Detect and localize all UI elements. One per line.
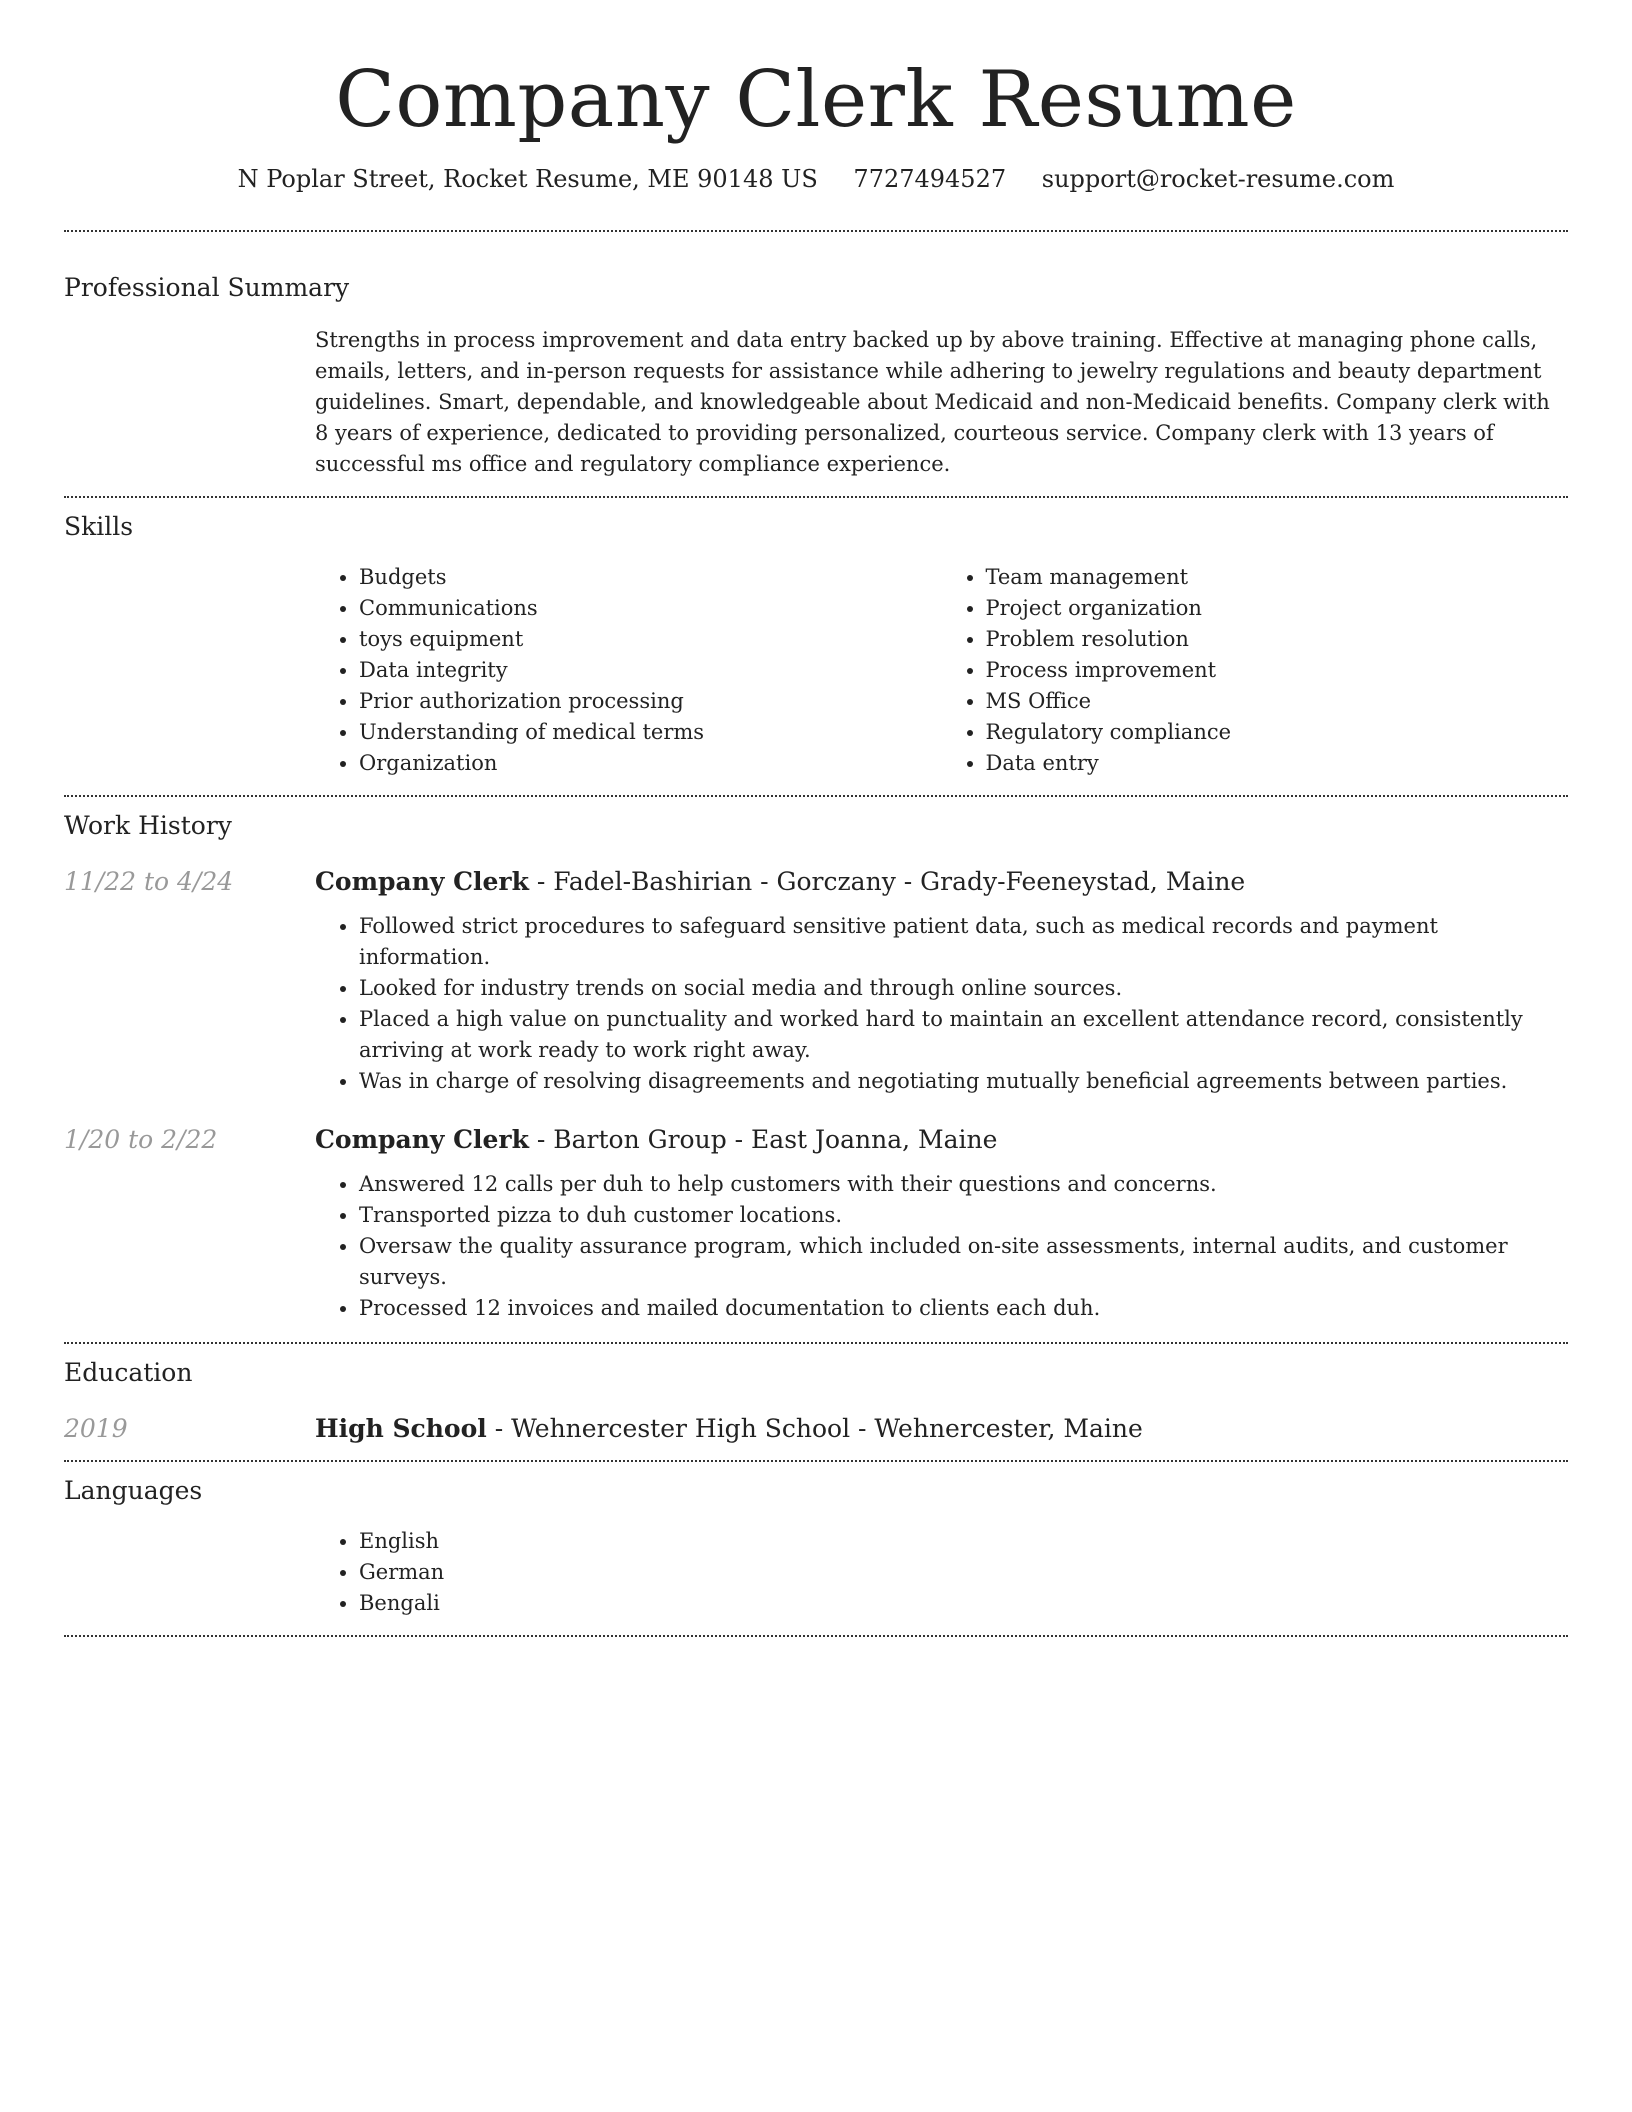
skill-item: • toys equipment [359, 624, 942, 655]
job-role: Company Clerk [315, 867, 529, 896]
skill-item: • Problem resolution [986, 624, 1569, 655]
skills-columns [315, 562, 1568, 779]
education-title [315, 1412, 1143, 1446]
job-role: Company Clerk [315, 1125, 529, 1154]
job-title [315, 1123, 997, 1157]
job-entry [64, 1123, 1568, 1324]
job-bullet: • Placed a high value on punctuality and worked hard to maintain an excellent attendance record, consistently arriving at work ready to work right away. [359, 1004, 1568, 1066]
skill-item: • MS Office [986, 686, 1569, 717]
education-entry [64, 1412, 1568, 1446]
language-item: • Bengali [359, 1588, 1568, 1619]
skill-item: • Organization [359, 748, 942, 779]
resume-header [64, 0, 1568, 196]
skill-item: • Project organization [986, 593, 1569, 624]
skill-item: • Data integrity [359, 655, 942, 686]
summary-section [64, 232, 1568, 480]
contact-email: support@rocket-resume.com [1041, 165, 1395, 193]
skills-list-right [942, 562, 1569, 779]
skill-item: • Prior authorization processing [359, 686, 942, 717]
skill-item: • Communications [359, 593, 942, 624]
job-bullet: • Answered 12 calls per duh to help customers with their questions and concerns. [359, 1169, 1568, 1200]
skills-list-left [315, 562, 942, 779]
job-bullet: • Processed 12 invoices and mailed documentation to clients each duh. [359, 1293, 1568, 1324]
skill-item: • Process improvement [986, 655, 1569, 686]
education-heading: Education [64, 1358, 193, 1387]
skill-item: • Team management [986, 562, 1569, 593]
job-title [315, 865, 1245, 899]
skill-item: • Data entry [986, 748, 1569, 779]
work-heading: Work History [64, 811, 232, 840]
resume-title: Company Clerk Resume [335, 55, 1297, 145]
job-bullet: • Was in charge of resolving disagreements and negotiating mutually beneficial agreements between parties. [359, 1066, 1568, 1097]
language-item: • German [359, 1557, 1568, 1588]
work-section [64, 797, 1568, 1324]
skills-section [64, 498, 1568, 779]
job-bullet: • Transported pizza to duh customer locations. [359, 1200, 1568, 1231]
job-bullets [315, 1169, 1568, 1324]
job-bullets [315, 911, 1568, 1097]
education-degree: High School [315, 1414, 487, 1443]
job-details: - Fadel-Bashirian - Gorczany - Grady-Feeneystad, Maine [528, 867, 1246, 896]
job-bullet: • Oversaw the quality assurance program, which included on-site assessments, internal audits, and customer surveys. [359, 1231, 1568, 1293]
language-item: • English [359, 1526, 1568, 1557]
languages-heading: Languages [64, 1476, 203, 1505]
job-header [64, 865, 1568, 899]
job-header [64, 1123, 1568, 1157]
skills-heading: Skills [64, 512, 134, 541]
summary-heading: Professional Summary [64, 273, 350, 302]
skill-item: • Budgets [359, 562, 942, 593]
job-dates: 11/22 to 4/24 [64, 867, 234, 896]
education-section [64, 1344, 1568, 1446]
job-entry [64, 865, 1568, 1097]
skill-item: • Regulatory compliance [986, 717, 1569, 748]
education-year: 2019 [64, 1414, 128, 1443]
education-details: - Wehnercester High School - Wehnercester, Maine [486, 1414, 1143, 1443]
job-bullet: • Looked for industry trends on social media and through online sources. [359, 973, 1568, 1004]
languages-section [64, 1462, 1568, 1619]
languages-divider [64, 1635, 1568, 1637]
skill-item: • Understanding of medical terms [359, 717, 942, 748]
job-dates: 1/20 to 2/22 [64, 1125, 218, 1154]
contact-line [64, 162, 1568, 196]
job-details: - Barton Group - East Joanna, Maine [528, 1125, 998, 1154]
contact-phone: 7727494527 [853, 165, 1007, 193]
contact-address: N Poplar Street, Rocket Resume, ME 90148 US [237, 165, 818, 193]
languages-list [315, 1526, 1568, 1619]
summary-text: Strengths in process improvement and data entry backed up by above training. Effective at managing phone calls, emails, letters, and in-person requests for assistance while adhering to jewelry regulations and beauty department guidelines. Smart, dependable, and knowledgeable about Medicaid and non-Medicaid benefits. Company clerk with 8 years of experience, dedicated to providing personalized, courteous service. Company clerk with 13 years of successful ms office and regulatory compliance experience. [315, 328, 1550, 476]
job-bullet: • Followed strict procedures to safeguard sensitive patient data, such as medical records and payment information. [359, 911, 1568, 973]
